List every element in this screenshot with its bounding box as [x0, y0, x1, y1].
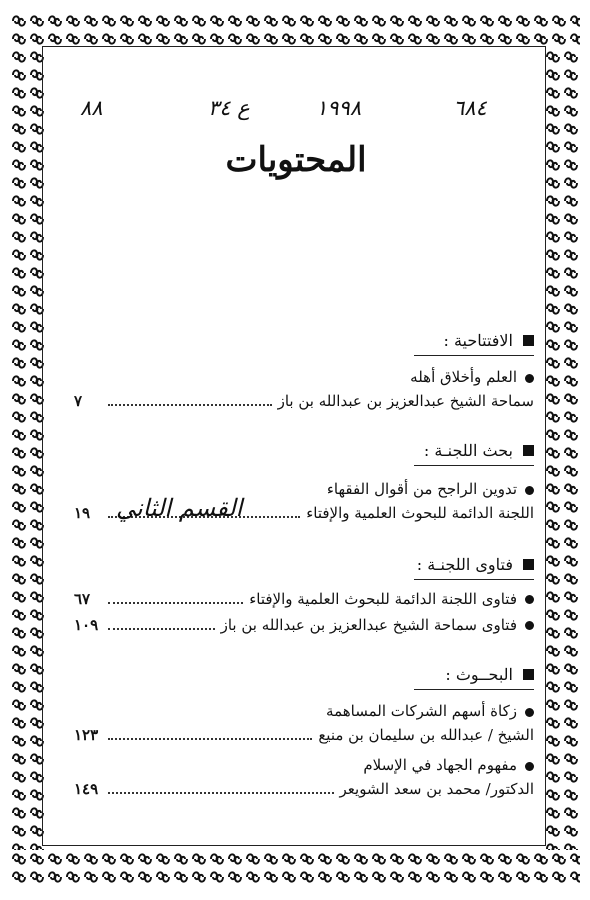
- leader-dots: [108, 780, 334, 794]
- toc-entry-line[interactable]: الشيخ / عبدالله بن سليمان بن منيع ١٢٣: [74, 726, 534, 744]
- toc-entry-line[interactable]: سماحة الشيخ عبدالعزيز بن عبدالله بن باز ٧: [74, 392, 534, 410]
- square-bullet-icon: [523, 335, 534, 346]
- page-number: ١٢٣: [74, 726, 99, 744]
- square-bullet-icon: [523, 445, 534, 456]
- page-number: ١٤٩: [74, 780, 99, 798]
- contents-page: [58, 58, 534, 838]
- leader-dots: [108, 590, 243, 604]
- leader-dots: [108, 616, 215, 630]
- page-number: ٧: [74, 392, 83, 410]
- border-bottom: [10, 850, 580, 886]
- page-title: المحتويات: [225, 140, 367, 180]
- square-bullet-icon: [523, 559, 534, 570]
- toc-entry-heading: العلم وأخلاق أهله: [74, 366, 534, 388]
- toc-entry-line[interactable]: الدكتور/ محمد بن سعد الشويعر ١٤٩: [74, 780, 534, 798]
- page-number: ١٩: [74, 504, 91, 522]
- bullet-icon: [525, 621, 534, 630]
- section-header-editorial: الافتتاحية :: [443, 330, 534, 356]
- page-number: ٦٧: [74, 590, 91, 608]
- handwritten-annotation: القسم الثاني: [116, 494, 243, 522]
- bullet-icon: [525, 595, 534, 604]
- bullet-icon: [525, 762, 534, 771]
- section-rule: [414, 465, 534, 466]
- toc-entry-line[interactable]: اللجنة الدائمة للبحوث العلمية والإفتاء ١٩: [74, 504, 534, 522]
- border-top: [10, 12, 580, 48]
- toc-entry-line[interactable]: فتاوى سماحة الشيخ عبدالعزيز بن عبدالله بن باز ١٠٩: [74, 616, 534, 638]
- section-rule: [414, 355, 534, 356]
- section-header-committee-fatwas: فتاوى اللجنـة :: [417, 554, 534, 580]
- bullet-icon: [525, 486, 534, 495]
- handwritten-number-d: ٦٨٤: [453, 96, 487, 120]
- section-header-committee-research: بحث اللجنـة :: [424, 440, 534, 466]
- toc-entry-heading: مفهوم الجهاد في الإسلام: [74, 754, 534, 776]
- handwritten-number-b: ع ٣٤: [208, 96, 250, 120]
- square-bullet-icon: [523, 669, 534, 680]
- leader-dots: [108, 726, 312, 740]
- section-header-research: البحــوث :: [445, 664, 534, 690]
- toc-entry-heading: زكاة أسهم الشركات المساهمة: [74, 700, 534, 722]
- handwritten-number-a: ٨٨: [80, 96, 103, 120]
- border-left: [10, 48, 46, 850]
- toc-entry-heading: تدوين الراجح من أقوال الفقهاء: [74, 478, 534, 500]
- handwritten-year: ١٩٩٨: [316, 96, 362, 120]
- bullet-icon: [525, 374, 534, 383]
- leader-dots: [108, 392, 272, 406]
- border-right: [544, 48, 580, 850]
- bullet-icon: [525, 708, 534, 717]
- page-number: ١٠٩: [74, 616, 99, 634]
- section-rule: [414, 579, 534, 580]
- toc-entry-line[interactable]: فتاوى اللجنة الدائمة للبحوث العلمية والإفتاء ٦٧: [74, 590, 534, 612]
- section-rule: [414, 689, 534, 690]
